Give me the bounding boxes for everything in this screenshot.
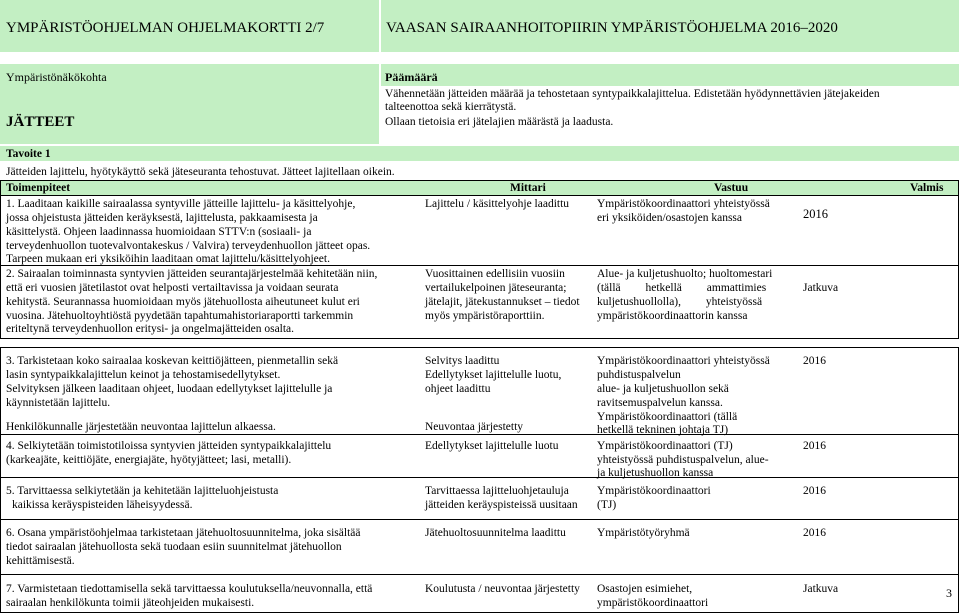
row-4-ready: 2016 (803, 440, 826, 452)
row-1-measure-line: käsittelystä. Ohjeen laadinnassa huomioidaan STTV:n (sosiaali- ja (6, 226, 312, 238)
row-2-responsible-line: Alue- ja kuljetushuolto; huoltomestari (597, 268, 773, 280)
rule (0, 195, 959, 196)
rule (0, 574, 959, 575)
header-left-title: YMPÄRISTÖOHJELMAN OHJELMAKORTTI 2/7 (6, 20, 325, 36)
row-3-responsible-line: puhdistuspalvelun (597, 369, 681, 381)
row-1-measure-line: jossa ohjeistusta jätteiden keräyksestä, lajittelusta, pakkaamisesta ja (6, 212, 318, 224)
goal-line-1: Vähennetään jätteiden määrää ja tehostetaan syntypaikkalajittelua. Edistetään hyödynnettävien jätejakeiden (385, 88, 880, 100)
row-2-measure-line: vuosina. Jätehuoltoyhtiöstä pyydetään tapahtumahistoriaraportti tarkemmin (6, 310, 354, 322)
row-4-responsible-line: yhteistyössä puhdistuspalvelun, alue- (597, 454, 769, 466)
row-7-measure-line: 7. Varmistetaan tiedottamisella sekä tarvittaessa koulutuksella/neuvonnalla, että (6, 583, 373, 595)
row-6-measure-line: tiedot sairaalan jätehuollosta sekä tuodaan esiin suunnitelmat jätehuollon (6, 541, 342, 553)
row-2-responsible-line: (tällä hetkellä ammattimies (597, 282, 767, 294)
row-2-responsible-line: ympäristökoordinaattorin kanssa (597, 310, 748, 322)
row-4-indicator: Edellytykset lajittelulle luotu (425, 440, 559, 452)
rule (0, 347, 1, 613)
row-3-measure-line: lasin syntypaikkalajittelun keinot ja tehostamisedellytykset. (6, 369, 281, 381)
row-1-measure-line: 1. Laaditaan kaikille sairaalassa syntyville jätteille lajittelu- ja käsittelyohje, (6, 198, 356, 210)
page-number: 3 (946, 586, 952, 600)
row-6-indicator: Jätehuoltosuunnitelma laadittu (425, 527, 566, 539)
row-5-responsible-line: Ympäristökoordinaattori (597, 485, 711, 497)
row-2-measure-line: eriteltynä terveydenhuollon eritysi- ja ongelmajätteiden osalta. (6, 323, 295, 335)
row-2-measure-line: kehitystä. Seurannassa huomioidaan myös jätehuollosta aiheutuneet kulut eri (6, 296, 360, 308)
row-1-measure-line: terveydenhuollon tuotevalvontakeskus / Valvira) terveydenhuollon jätteet opas. (6, 240, 371, 252)
row-3-responsible-line: Ympäristökoordinaattori (tällä (597, 411, 738, 423)
row-3-measure-line: Henkilökunnalle järjestetään neuvontaa lajittelun alkaessa. (6, 421, 276, 433)
row-5-indicator-line: Tarvittaessa lajitteluohjetauluja (425, 485, 569, 497)
row-3-measure-line: Selvityksen jälkeen laaditaan ohjeet, luodaan edellytykset lajittelulle ja (6, 383, 333, 395)
goal-label-cell (381, 64, 959, 86)
rule (0, 180, 959, 181)
row-7-indicator: Koulutusta / neuvontaa järjestetty (425, 583, 580, 595)
row-2-indicator-line: jätelajit, jätekustannukset – tiedot (425, 296, 580, 308)
header-right-title: VAASAN SAIRAANHOITOPIIRIN YMPÄRISTÖOHJELMA 2016–2020 (386, 20, 838, 36)
target-label-cell (0, 146, 959, 161)
row-7-responsible-line: ympäristökoordinaattori (597, 597, 709, 609)
rule (0, 338, 959, 339)
column-ready: Valmis (910, 182, 944, 194)
row-7-measure-line: sairaalan henkilökunta toimii jäteohjeiden mukaisesti. (6, 597, 255, 609)
row-3-responsible-line: hetkellä tekninen johtaja TJ) (597, 424, 729, 436)
goal-line-3: Ollaan tietoisia eri jätelajien määrästä ja laadusta. (385, 116, 614, 128)
row-2-ready: Jatkuva (803, 282, 839, 294)
aspect-value: JÄTTEET (6, 114, 75, 130)
row-5-ready: 2016 (803, 485, 826, 497)
row-1-measure-line: Tarpeen mukaan eri yksiköihin laaditaan omat lajittelu/käsittelyohjeet. (6, 253, 330, 265)
row-3-responsible-line: ravitsemuspalvelun kanssa. (597, 397, 723, 409)
row-6-measure-line: 6. Osana ympäristöohjelmaa tarkistetaan jätehuoltosuunnitelma, joka sisältää (6, 527, 361, 539)
row-5-measure-line: 5. Tarvittaessa selkiytetään ja kehitetään lajitteluohjeistusta (6, 485, 279, 497)
rule (0, 477, 959, 478)
row-5-responsible-line: (TJ) (597, 499, 617, 511)
target-text: Jätteiden lajittelu, hyötykäyttö sekä jäteseuranta tehostuvat. Jätteet lajitellaan oikein. (6, 166, 395, 178)
rule (0, 519, 959, 520)
rule (0, 347, 959, 348)
row-1-ready: 2016 (803, 207, 828, 221)
row-2-measure-line: että eri vuosien jätetilastot ovat helposti vertailtavissa ja voidaan seurata (6, 282, 339, 294)
row-3-measure-line: käynnistetään lajittelu. (6, 397, 111, 409)
row-6-responsible: Ympäristötyöryhmä (597, 527, 690, 539)
row-6-measure-line: kehittämisestä. (6, 555, 75, 567)
row-3-measure-line: 3. Tarkistetaan koko sairaalaa koskevan keittiöjätteen, pienmetallin sekä (6, 355, 339, 367)
row-3-indicator-line: Selvitys laadittu (425, 355, 500, 367)
aspect-label: Ympäristönäkökohta (6, 70, 107, 84)
row-4-measure-line: (karkeajäte, keittiöjäte, energiajäte, hyötyjätteet; lasi, metalli). (6, 454, 292, 466)
row-3-ready: 2016 (803, 355, 826, 367)
row-2-indicator-line: myös ympäristöraporttiin. (425, 310, 545, 322)
row-3-indicator-line: ohjeet laadittu (425, 383, 491, 395)
row-5-measure-line: kaikissa keräyspisteiden läheisyydessä. (12, 499, 193, 511)
row-7-responsible-line: Osastojen esimiehet, (597, 583, 693, 595)
goal-label: Päämäärä (385, 70, 438, 84)
row-7-ready: Jatkuva (803, 583, 839, 595)
column-responsible: Vastuu (714, 182, 749, 194)
row-3-indicator-line: Edellytykset lajittelulle luotu, (425, 369, 562, 381)
row-1-responsible-line: eri yksiköiden/osastojen kanssa (597, 212, 743, 224)
row-2-indicator-line: vertailukelpoinen jäteseuranta; (425, 282, 567, 294)
row-6-ready: 2016 (803, 527, 826, 539)
row-4-responsible-line: Ympäristökoordinaattori (TJ) (597, 440, 733, 452)
column-header-row (0, 181, 959, 195)
row-3-responsible-line: Ympäristökoordinaattori yhteistyössä (597, 355, 770, 367)
row-4-responsible-line: ja kuljetushuollon kanssa (597, 467, 714, 479)
column-measures: Toimenpiteet (6, 182, 71, 194)
row-2-measure-line: 2. Sairaalan toiminnasta syntyvien jätteiden seurantajärjestelmää kehitetään niin, (6, 268, 378, 280)
row-1-indicator: Lajittelu / käsittelyohje laadittu (425, 198, 570, 210)
goal-line-2: talteenottoa sekä kierrätystä. (385, 101, 517, 113)
row-1-responsible-line: Ympäristökoordinaattori yhteistyössä (597, 198, 770, 210)
column-indicators: Mittari (510, 182, 546, 194)
target-label: Tavoite 1 (6, 148, 51, 160)
row-2-responsible-line: kuljetushuollolla), yhteistyössä (597, 296, 763, 308)
row-4-measure-line: 4. Selkiytetään toimistotiloissa syntyvien jätteiden syntypaikkalajittelu (6, 440, 332, 452)
row-3-indicator-line: Neuvontaa järjestetty (425, 421, 524, 433)
rule (0, 180, 1, 338)
row-5-indicator-line: jätteiden keräyspisteissä uusitaan (425, 499, 578, 511)
row-3-responsible-line: alue- ja kuljetushuollon sekä (597, 383, 729, 395)
row-2-indicator-line: Vuosittainen edellisiin vuosiin (425, 268, 565, 280)
